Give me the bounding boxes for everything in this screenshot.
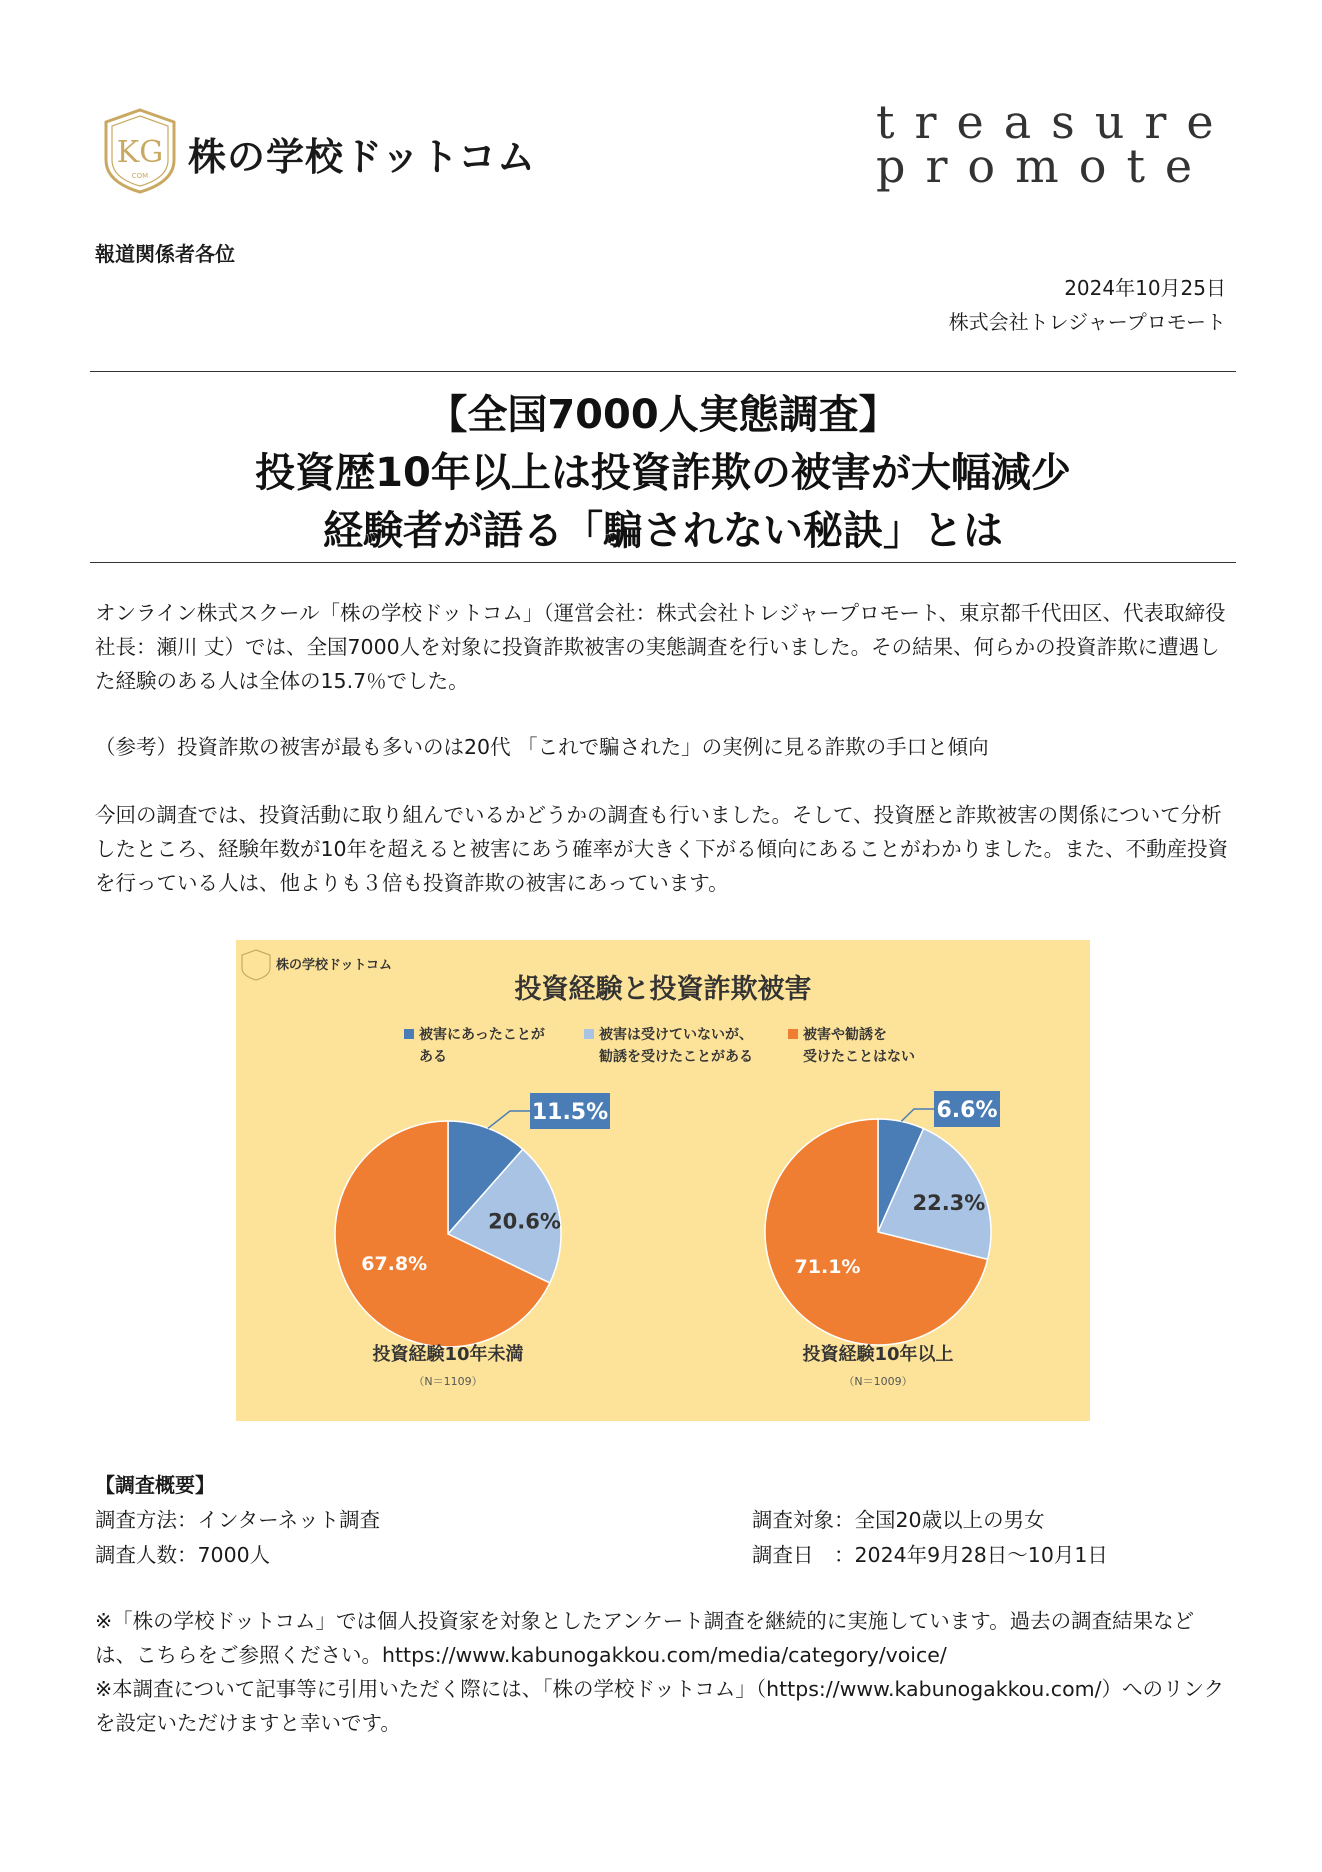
survey-method: 調査方法：インターネット調査 [95, 1508, 381, 1532]
chart-pies [335, 1091, 1000, 1388]
legend-swatch-2 [788, 1029, 798, 1039]
page-title [90, 386, 1236, 560]
release-date: 2024年10月25日 [1064, 276, 1226, 300]
emblem-sub: COM [131, 172, 149, 180]
brand-name: 株の学校ドットコム [188, 135, 536, 179]
pie-chart-panel [236, 940, 1090, 1421]
legend-label-0-line1: 被害にあったことが [419, 1027, 545, 1043]
pie-0-n-label: （N＝1109） [413, 1375, 483, 1388]
emblem-icon [104, 108, 176, 194]
emblem-letters: KG [116, 135, 164, 170]
pie-1-callout-line [901, 1109, 934, 1121]
brand-logo [104, 108, 554, 194]
pie-1-label-1: 22.3% [912, 1191, 986, 1216]
title-line2: 投資歴10年以上は投資詐欺の被害が大幅減少 [255, 450, 1071, 496]
company-name: 株式会社トレジャープロモート [948, 310, 1226, 334]
pie-0-callout-line [488, 1111, 530, 1128]
title-line3: 経験者が語る「騙されない秘訣」とは [323, 508, 1003, 554]
note-past-results: ※「株の学校ドットコム」では個人投資家を対象としたアンケート調査を継続的に実施しています。過去の調査結果などは、こちらをご参照ください。https://www.kabunogakkou.com/media/category/voice/ [95, 1609, 1195, 1667]
note-citation: ※本調査について記事等に引用いただく際には、「株の学校ドットコム」（https://www.kabunogakkou.com/）へのリンクを設定いただけますと幸いです。 [95, 1677, 1225, 1735]
chart-title: 投資経験と投資詐欺被害 [514, 974, 812, 1005]
legend-label-2-line1: 被害や勧誘を [803, 1027, 887, 1043]
survey-heading: 【調査概要】 [95, 1473, 215, 1497]
divider-bottom [90, 562, 1236, 563]
pie-chart-svg [236, 940, 1090, 1421]
partner-logo [876, 95, 1234, 193]
pie-1-label-2: 71.1% [794, 1255, 861, 1278]
legend-label-1-line1: 被害は受けていないが、 [599, 1027, 753, 1043]
legend-label-0-line2: ある [419, 1049, 447, 1065]
divider-top [90, 371, 1236, 372]
partner-line1: treasure [876, 95, 1234, 149]
legend-swatch-1 [584, 1029, 594, 1039]
pie-1-group-label: 投資経験10年以上 [802, 1344, 954, 1365]
legend-label-1-line2: 勧誘を受けたことがある [599, 1049, 753, 1065]
chart-logo [242, 950, 392, 980]
pie-1-label-0: 6.6% [936, 1098, 998, 1123]
survey-date: 調査日 ：2024年9月28日～10月1日 [752, 1543, 1108, 1567]
partner-line2: promote [876, 139, 1213, 193]
pie-1-n-label: （N＝1009） [843, 1375, 913, 1388]
intro-paragraph: オンライン株式スクール「株の学校ドットコム」（運営会社：株式会社トレジャープロモート、東京都千代田区、代表取締役社長：瀬川 丈）では、全国7000人を対象に投資詐欺被害の実態調査を行いました。その結果、何らかの投資詐欺に遭遇した経験のある人は全体の15.7％でした。 [95, 601, 1226, 693]
chart-logo-text: 株の学校ドットコム [276, 958, 392, 973]
survey-count: 調査人数：7000人 [95, 1543, 271, 1567]
reference-link-text[interactable]: （参考）投資詐欺の被害が最も多いのは20代 「これで騙された」の実例に見る詐欺の手口と傾向 [95, 735, 989, 759]
pie-0-label-2: 67.8% [361, 1253, 428, 1276]
pie-0-group-label: 投資経験10年未満 [372, 1344, 524, 1365]
legend-label-2-line2: 受けたことはない [803, 1049, 915, 1065]
chart-legend [404, 1026, 915, 1065]
pie-0-label-1: 20.6% [488, 1209, 561, 1234]
analysis-paragraph: 今回の調査では、投資活動に取り組んでいるかどうかの調査も行いました。そして、投資歴と詐欺被害の関係について分析したところ、経験年数が10年を超えると被害にあう確率が大きく下がる傾向にあることがわかりました。また、不動産投資を行っている人は、他よりも３倍も投資詐欺の被害にあっています。 [95, 803, 1229, 895]
legend-swatch-0 [404, 1029, 414, 1039]
survey-target: 調査対象：全国20歳以上の男女 [752, 1508, 1045, 1532]
addressee: 報道関係者各位 [95, 242, 235, 266]
title-line1: 【全国7000人実態調査】 [427, 392, 899, 438]
pie-0-label-0: 11.5% [531, 1100, 609, 1125]
